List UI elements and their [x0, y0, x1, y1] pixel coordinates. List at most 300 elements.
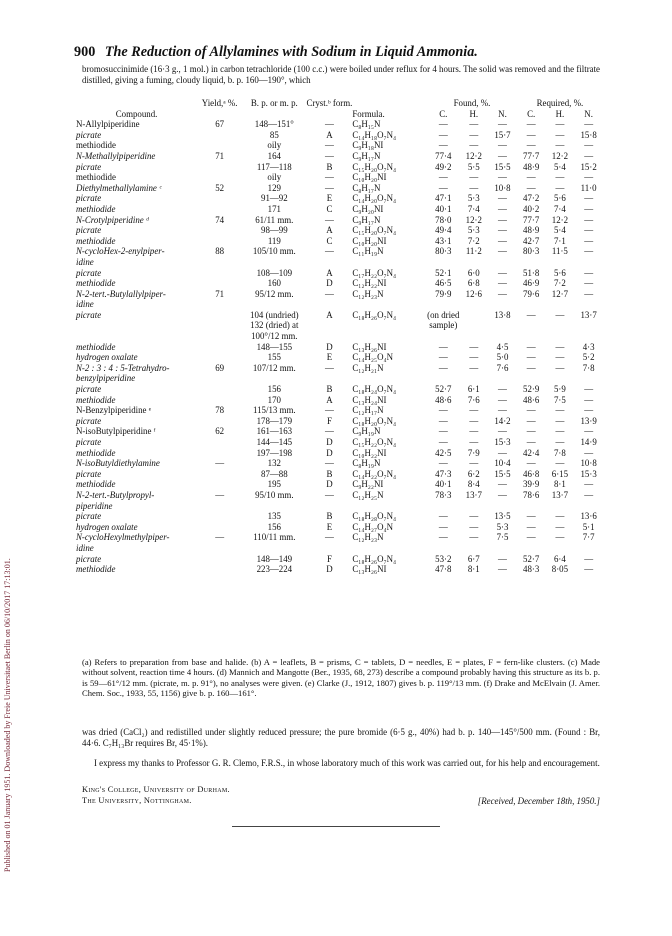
- cell-fc: [427, 257, 459, 268]
- cell-rh: 12·2: [551, 214, 569, 225]
- cell-compound: idine: [76, 299, 94, 310]
- cell-cryst: —: [324, 246, 334, 257]
- cell-compound: picrate: [76, 129, 102, 140]
- cell-fn: 15·3: [494, 437, 511, 447]
- cell-rh: 11·5: [551, 246, 568, 257]
- cell-formula: [352, 331, 427, 342]
- cell-compound: idine: [76, 542, 94, 553]
- cell-bp: 108—109: [256, 267, 293, 278]
- cell-bp: 170: [267, 394, 281, 405]
- cell-fh: 12·6: [465, 288, 482, 299]
- cell-rn: —: [584, 278, 594, 289]
- data-table: [76, 98, 603, 575]
- cell-rc: —: [526, 341, 536, 352]
- cell-rc: 48·9: [523, 161, 540, 172]
- cell-rn: —: [584, 426, 594, 437]
- cell-compound: [76, 331, 197, 342]
- header-cryst: Cryst.ᵇ form.: [306, 98, 353, 108]
- cell-fc: sample): [429, 320, 458, 331]
- cell-fh: —: [469, 172, 479, 183]
- cell-fc: 79·9: [435, 288, 452, 299]
- cell-cryst: [306, 257, 352, 268]
- cell-formula: C₁₃H₂₆NI: [352, 564, 387, 575]
- cell-rn: 15·8: [580, 129, 597, 140]
- cell-fn: —: [498, 564, 507, 575]
- cell-cryst: E: [326, 521, 333, 532]
- cell-rn: 15·3: [580, 468, 597, 479]
- cell-compound: N-Crotylpiperidine ᵈ: [76, 214, 149, 225]
- cell-fh: [459, 257, 488, 268]
- cell-rc: —: [526, 426, 536, 437]
- cell-bp: 156: [267, 384, 281, 395]
- cell-yield: [197, 236, 242, 247]
- cell-fc: 49·4: [435, 225, 452, 236]
- cell-fc: —: [438, 511, 448, 522]
- cell-bp: 135: [267, 511, 281, 522]
- cell-rh: —: [555, 341, 565, 352]
- cell-fn: [488, 331, 517, 342]
- cell-fc: —: [438, 437, 448, 447]
- cell-bp: 155: [267, 352, 281, 363]
- cell-fn: 15·7: [494, 129, 511, 140]
- cell-rc: —: [526, 458, 536, 469]
- cell-bp: 87—88: [261, 468, 288, 479]
- cell-fh: [459, 373, 488, 384]
- cell-fh: —: [469, 341, 479, 352]
- cell-rn: —: [584, 225, 594, 236]
- cell-fn: —: [498, 489, 507, 500]
- cell-compound: picrate: [76, 193, 102, 204]
- cell-rn: 14·9: [580, 437, 597, 447]
- cell-fn: —: [498, 278, 507, 289]
- cell-formula: [352, 257, 427, 268]
- cell-rc: 48·6: [523, 394, 540, 405]
- end-rule: [232, 826, 440, 827]
- table-body: [76, 119, 603, 575]
- cell-rh: 7·2: [553, 278, 566, 289]
- cell-fc: 49·2: [435, 161, 452, 172]
- cell-cryst: B: [326, 511, 333, 522]
- cell-yield: [197, 511, 242, 522]
- cell-compound: N-2-tert.-Butylallylpiper-: [76, 288, 166, 299]
- cell-formula: C₉H₁₇N: [352, 150, 381, 161]
- cell-yield: [197, 564, 242, 575]
- cell-formula: C₁₈H₂₆O₇N₄: [352, 553, 397, 564]
- cell-fh: 7·2: [467, 235, 480, 246]
- cell-rc: 47·2: [523, 193, 540, 204]
- cell-fc: —: [438, 341, 448, 352]
- cell-compound: N-2-tert.-Butylpropyl-: [76, 489, 155, 500]
- cell-cryst: —: [324, 532, 334, 543]
- cell-compound: picrate: [76, 225, 102, 236]
- cell-rn: —: [584, 193, 594, 204]
- cell-bp: 129: [267, 182, 281, 193]
- cell-yield: [197, 437, 242, 448]
- cell-fn: —: [498, 214, 507, 225]
- header-found-c: C.: [439, 108, 448, 119]
- table-row: [76, 172, 603, 183]
- cell-fn: [488, 320, 517, 331]
- cell-yield: 67: [215, 119, 225, 130]
- cell-rh: —: [555, 362, 565, 373]
- table-row: [76, 268, 603, 279]
- table-header-row-1: [76, 98, 603, 109]
- cell-cryst: A: [326, 267, 333, 278]
- cell-fn: 15·5: [494, 161, 511, 172]
- received-date: [Received, December 18th, 1950.]: [477, 796, 600, 806]
- cell-rn: —: [584, 119, 594, 130]
- cell-yield: [197, 299, 242, 310]
- cell-bp: 148—155: [256, 341, 293, 352]
- cell-fn: —: [498, 225, 507, 236]
- cell-fn: —: [498, 140, 507, 151]
- cell-rh: [546, 373, 575, 384]
- cell-cryst: —: [324, 182, 334, 193]
- table-row: [76, 299, 603, 310]
- header-compound: Compound.: [115, 108, 158, 119]
- cell-cryst: —: [324, 362, 334, 373]
- cell-rn: 10·8: [580, 458, 597, 469]
- cell-compound: N-isoButyldiethylamine: [76, 458, 160, 469]
- cell-rc: [517, 299, 546, 310]
- cell-cryst: F: [326, 553, 332, 564]
- cell-cryst: E: [326, 352, 333, 363]
- cell-rh: 5·6: [553, 193, 566, 204]
- cell-yield: 52: [215, 182, 225, 193]
- cell-formula: C₁₂H₂₃N: [352, 532, 384, 543]
- cell-rh: —: [555, 405, 565, 416]
- cell-formula: C₁₅H₂₀O₇N₄: [352, 161, 397, 172]
- cell-rh: —: [555, 426, 565, 437]
- cell-rn: —: [584, 235, 594, 246]
- table-header-row-2: [76, 109, 603, 120]
- cell-formula: C₉H₂₂NI: [352, 479, 384, 490]
- table-row: [76, 554, 603, 565]
- intro-paragraph: bromosuccinimide (16·3 g., 1 mol.) in carbon tetrachloride (100 c.c.) were boiled under reflux for 4 hours. The solid was removed and the filtrate distilled, giving a fuming, cloudy liquid, b. p. 160—190°, which: [82, 64, 600, 85]
- cell-compound: methiodide: [76, 394, 116, 405]
- cell-compound: hydrogen oxalate: [76, 352, 138, 363]
- table-row: [76, 564, 603, 575]
- cell-formula: C₈H₁₅N: [352, 119, 381, 130]
- cell-cryst: —: [324, 288, 334, 299]
- cell-fn: —: [498, 447, 507, 458]
- cell-rn: 13·6: [580, 511, 597, 522]
- cell-rn: —: [584, 267, 594, 278]
- header-yield: Yield,ᵃ %.: [201, 98, 238, 108]
- cell-formula: C₁₃H₂₆NI: [352, 341, 387, 352]
- table-row: [76, 363, 603, 374]
- cell-formula: [352, 373, 427, 384]
- cell-bp: [242, 299, 306, 310]
- cell-formula: [352, 543, 427, 554]
- cell-rc: [517, 543, 546, 554]
- cell-compound: N-Allylpiperidine: [76, 119, 140, 130]
- cell-rc: 42·4: [523, 447, 540, 458]
- cell-rh: [546, 501, 575, 512]
- table-row: [76, 405, 603, 416]
- table-row: [76, 458, 603, 469]
- table-row: [76, 416, 603, 427]
- cell-fn: [488, 543, 517, 554]
- cell-fh: —: [469, 119, 479, 130]
- table-row: [76, 257, 603, 268]
- cell-bp: 178—179: [256, 415, 293, 426]
- cell-cryst: B: [326, 161, 333, 172]
- cell-cryst: —: [324, 426, 334, 437]
- cell-rh: 7·4: [553, 203, 566, 214]
- cell-fh: —: [469, 437, 479, 447]
- cell-bp: 223—224: [256, 564, 293, 575]
- cell-rh: 6·15: [551, 468, 569, 479]
- cell-fc: —: [438, 405, 448, 416]
- cell-rn: 7·8: [582, 362, 595, 373]
- cell-fc: [427, 331, 459, 342]
- cell-fn: —: [498, 203, 507, 214]
- cell-bp: 117—118: [256, 161, 292, 172]
- table-row: [76, 490, 603, 501]
- cell-bp: [242, 373, 306, 384]
- cell-formula: C₉H₂₀NI: [352, 203, 384, 214]
- table-row: [76, 543, 603, 554]
- cell-cryst: —: [324, 140, 334, 151]
- cell-cryst: —: [324, 214, 334, 225]
- cell-compound: N-2 : 3 : 4 : 5-Tetrahydro-: [76, 362, 170, 373]
- cell-fn: —: [498, 193, 507, 204]
- cell-fh: 8·1: [467, 564, 480, 575]
- table-row: [76, 437, 603, 448]
- cell-rn: 7·7: [582, 532, 595, 543]
- cell-fh: —: [469, 415, 479, 426]
- cell-yield: [197, 373, 242, 384]
- table-row: [76, 384, 603, 395]
- cell-yield: 71: [215, 150, 225, 161]
- cell-formula: [352, 501, 427, 512]
- table-row: [76, 426, 603, 437]
- cell-rn: 5·1: [582, 521, 595, 532]
- cell-formula: C₁₀H₂₂NI: [352, 447, 387, 458]
- cell-fh: 5·5: [467, 161, 480, 172]
- cell-rn: [574, 320, 603, 331]
- cell-fc: 47·8: [435, 564, 452, 575]
- cell-rn: [574, 501, 603, 512]
- cell-fn: —: [498, 267, 507, 278]
- cell-yield: 78: [215, 405, 225, 416]
- table-row: [76, 511, 603, 522]
- cell-rn: —: [584, 405, 594, 416]
- cell-cryst: D: [326, 564, 333, 575]
- cell-rc: —: [526, 521, 536, 532]
- cell-bp: 119: [267, 235, 281, 246]
- running-title: The Reduction of Allylamines with Sodium in Liquid Ammonia.: [104, 44, 478, 60]
- cell-fn: 5·0: [496, 352, 509, 363]
- cell-yield: [197, 543, 242, 554]
- cell-rh: [546, 320, 575, 331]
- cell-yield: [197, 310, 242, 321]
- cell-fc: [427, 543, 459, 554]
- cell-rc: 52·7: [523, 553, 540, 564]
- cell-fn: —: [498, 426, 507, 437]
- cell-fh: 5·3: [467, 225, 480, 236]
- cell-rn: 13·7: [580, 309, 597, 320]
- cell-fc: —: [438, 129, 448, 140]
- cell-cryst: B: [326, 468, 333, 479]
- cell-compound: [76, 320, 197, 331]
- table-row: [76, 479, 603, 490]
- affiliation-line-2: The University, Nottingham.: [82, 795, 192, 805]
- cell-rh: 5·9: [553, 384, 566, 395]
- table-row: [76, 532, 603, 543]
- cell-fh: 12·2: [465, 150, 482, 161]
- cell-formula: C₁₅H₂₂O₇N₄: [352, 437, 397, 447]
- cell-bp: 104 (undried): [250, 309, 299, 320]
- cell-bp: 171: [267, 203, 281, 214]
- cell-yield: [197, 257, 242, 268]
- cell-fc: —: [438, 458, 448, 469]
- cell-compound: methiodide: [76, 235, 116, 246]
- cell-yield: [197, 162, 242, 173]
- cell-compound: picrate: [76, 309, 102, 320]
- cell-compound: piperidine: [76, 500, 113, 511]
- table-row: [76, 310, 603, 321]
- cell-fn: 10·8: [494, 182, 511, 193]
- cell-fn: 13·8: [494, 309, 511, 320]
- cell-fh: 7·4: [467, 203, 480, 214]
- cell-rn: 5·2: [582, 352, 595, 363]
- cell-fc: 42·5: [435, 447, 452, 458]
- cell-formula: C₁₂H₂₃N: [352, 288, 384, 299]
- cell-rh: —: [555, 129, 565, 140]
- cell-fc: 40·1: [435, 479, 452, 490]
- cell-bp: 98—99: [261, 225, 288, 236]
- cell-fc: 52·7: [435, 384, 452, 395]
- cell-yield: [197, 331, 242, 342]
- cell-rc: 42·7: [523, 235, 540, 246]
- table-row: [76, 278, 603, 289]
- cell-compound: picrate: [76, 553, 102, 564]
- download-watermark: [3, 92, 17, 872]
- cell-formula: C₉H₁₇N: [352, 214, 381, 225]
- cell-compound: methiodide: [76, 479, 116, 490]
- table-row: [76, 183, 603, 194]
- cell-yield: [197, 140, 242, 151]
- continued-paragraph: was dried (CaCl₂) and redistilled under slightly reduced pressure; the pure bromide (6·5 g., 40%) had b. p. 140—145°/500 mm. (Found : Br, 44·6. C₇H₁₃Br requires Br, 45·1%).: [82, 727, 600, 748]
- cell-fc: 80·3: [435, 246, 452, 257]
- cell-formula: C₈H₁₉N: [352, 458, 381, 469]
- cell-cryst: D: [326, 341, 333, 352]
- cell-bp: 161—163: [256, 426, 293, 437]
- cell-fn: —: [498, 384, 507, 395]
- table-row: [76, 151, 603, 162]
- cell-compound: picrate: [76, 384, 102, 395]
- cell-cryst: —: [324, 405, 334, 416]
- cell-rh: 5·4: [553, 225, 566, 236]
- cell-bp: 148—149: [256, 553, 293, 564]
- cell-rc: [517, 331, 546, 342]
- cell-rc: 48·3: [523, 564, 540, 575]
- cell-rc: [517, 501, 546, 512]
- cell-fh: 5·3: [467, 193, 480, 204]
- cell-fh: —: [469, 426, 479, 437]
- cell-rc: —: [526, 309, 536, 320]
- cell-yield: [197, 268, 242, 279]
- cell-cryst: [306, 543, 352, 554]
- cell-cryst: [306, 331, 352, 342]
- cell-yield: [197, 225, 242, 236]
- cell-formula: C₁₃H₂₄NI: [352, 394, 387, 405]
- cell-fh: 6·7: [467, 553, 480, 564]
- cell-formula: C₈H₁₇N: [352, 182, 381, 193]
- cell-rc: 46·8: [523, 468, 540, 479]
- cell-compound: N-Benzylpiperidine ᵉ: [76, 405, 151, 416]
- cell-bp: 61/11 mm.: [255, 214, 294, 225]
- cell-formula: C₁₇H₂₂O₇N₄: [352, 267, 397, 278]
- table-row: [76, 501, 603, 512]
- cell-rn: 4·3: [582, 341, 595, 352]
- header-formula: Formula.: [352, 108, 385, 119]
- cell-fn: 13·5: [494, 511, 511, 522]
- cell-rc: —: [526, 437, 536, 447]
- affiliation: [82, 785, 230, 806]
- cell-fn: —: [498, 553, 507, 564]
- cell-yield: [197, 554, 242, 565]
- cell-yield: [197, 130, 242, 141]
- cell-yield: 71: [215, 288, 225, 299]
- cell-cryst: B: [326, 384, 333, 395]
- cell-formula: C₉H₁₈NI: [352, 140, 384, 151]
- cell-bp: 160: [267, 278, 281, 289]
- table-row: [76, 215, 603, 226]
- cell-fc: [427, 373, 459, 384]
- cell-fn: 15·5: [494, 468, 511, 479]
- cell-bp: 148—151°: [254, 119, 294, 130]
- table-row: [76, 130, 603, 141]
- cell-rn: [574, 299, 603, 310]
- cell-bp: 110/11 mm.: [253, 532, 296, 543]
- cell-compound: idine: [76, 256, 94, 267]
- cell-rh: 7·1: [553, 235, 566, 246]
- cell-rn: 11·0: [580, 182, 597, 193]
- cell-rh: 5·6: [553, 267, 566, 278]
- cell-yield: [197, 342, 242, 353]
- cell-cryst: —: [324, 150, 334, 161]
- cell-cryst: [306, 373, 352, 384]
- cell-compound: picrate: [76, 161, 102, 172]
- cell-cryst: E: [326, 193, 333, 204]
- cell-bp: 85: [269, 129, 279, 140]
- cell-rn: [574, 373, 603, 384]
- table-row: [76, 119, 603, 130]
- cell-fn: —: [498, 119, 507, 130]
- cell-formula: C₁₄H₁₈O₇N₄: [352, 129, 397, 140]
- cell-fn: 5·3: [496, 521, 509, 532]
- cell-fc: 77·4: [435, 150, 452, 161]
- table-row: [76, 193, 603, 204]
- cell-rc: [517, 373, 546, 384]
- cell-cryst: D: [326, 278, 333, 289]
- cell-cryst: [306, 320, 352, 331]
- cell-rc: 40·2: [523, 203, 540, 214]
- cell-yield: [197, 204, 242, 215]
- cell-cryst: —: [324, 458, 334, 469]
- cell-rh: [546, 257, 575, 268]
- cell-fc: —: [438, 521, 448, 532]
- cell-compound: methiodide: [76, 203, 116, 214]
- cell-formula: C₁₂H₂₂NI: [352, 278, 387, 289]
- cell-bp: 95/10 mm.: [255, 489, 294, 500]
- cell-rh: —: [555, 532, 565, 543]
- cell-rc: —: [526, 182, 536, 193]
- cell-fc: [427, 501, 459, 512]
